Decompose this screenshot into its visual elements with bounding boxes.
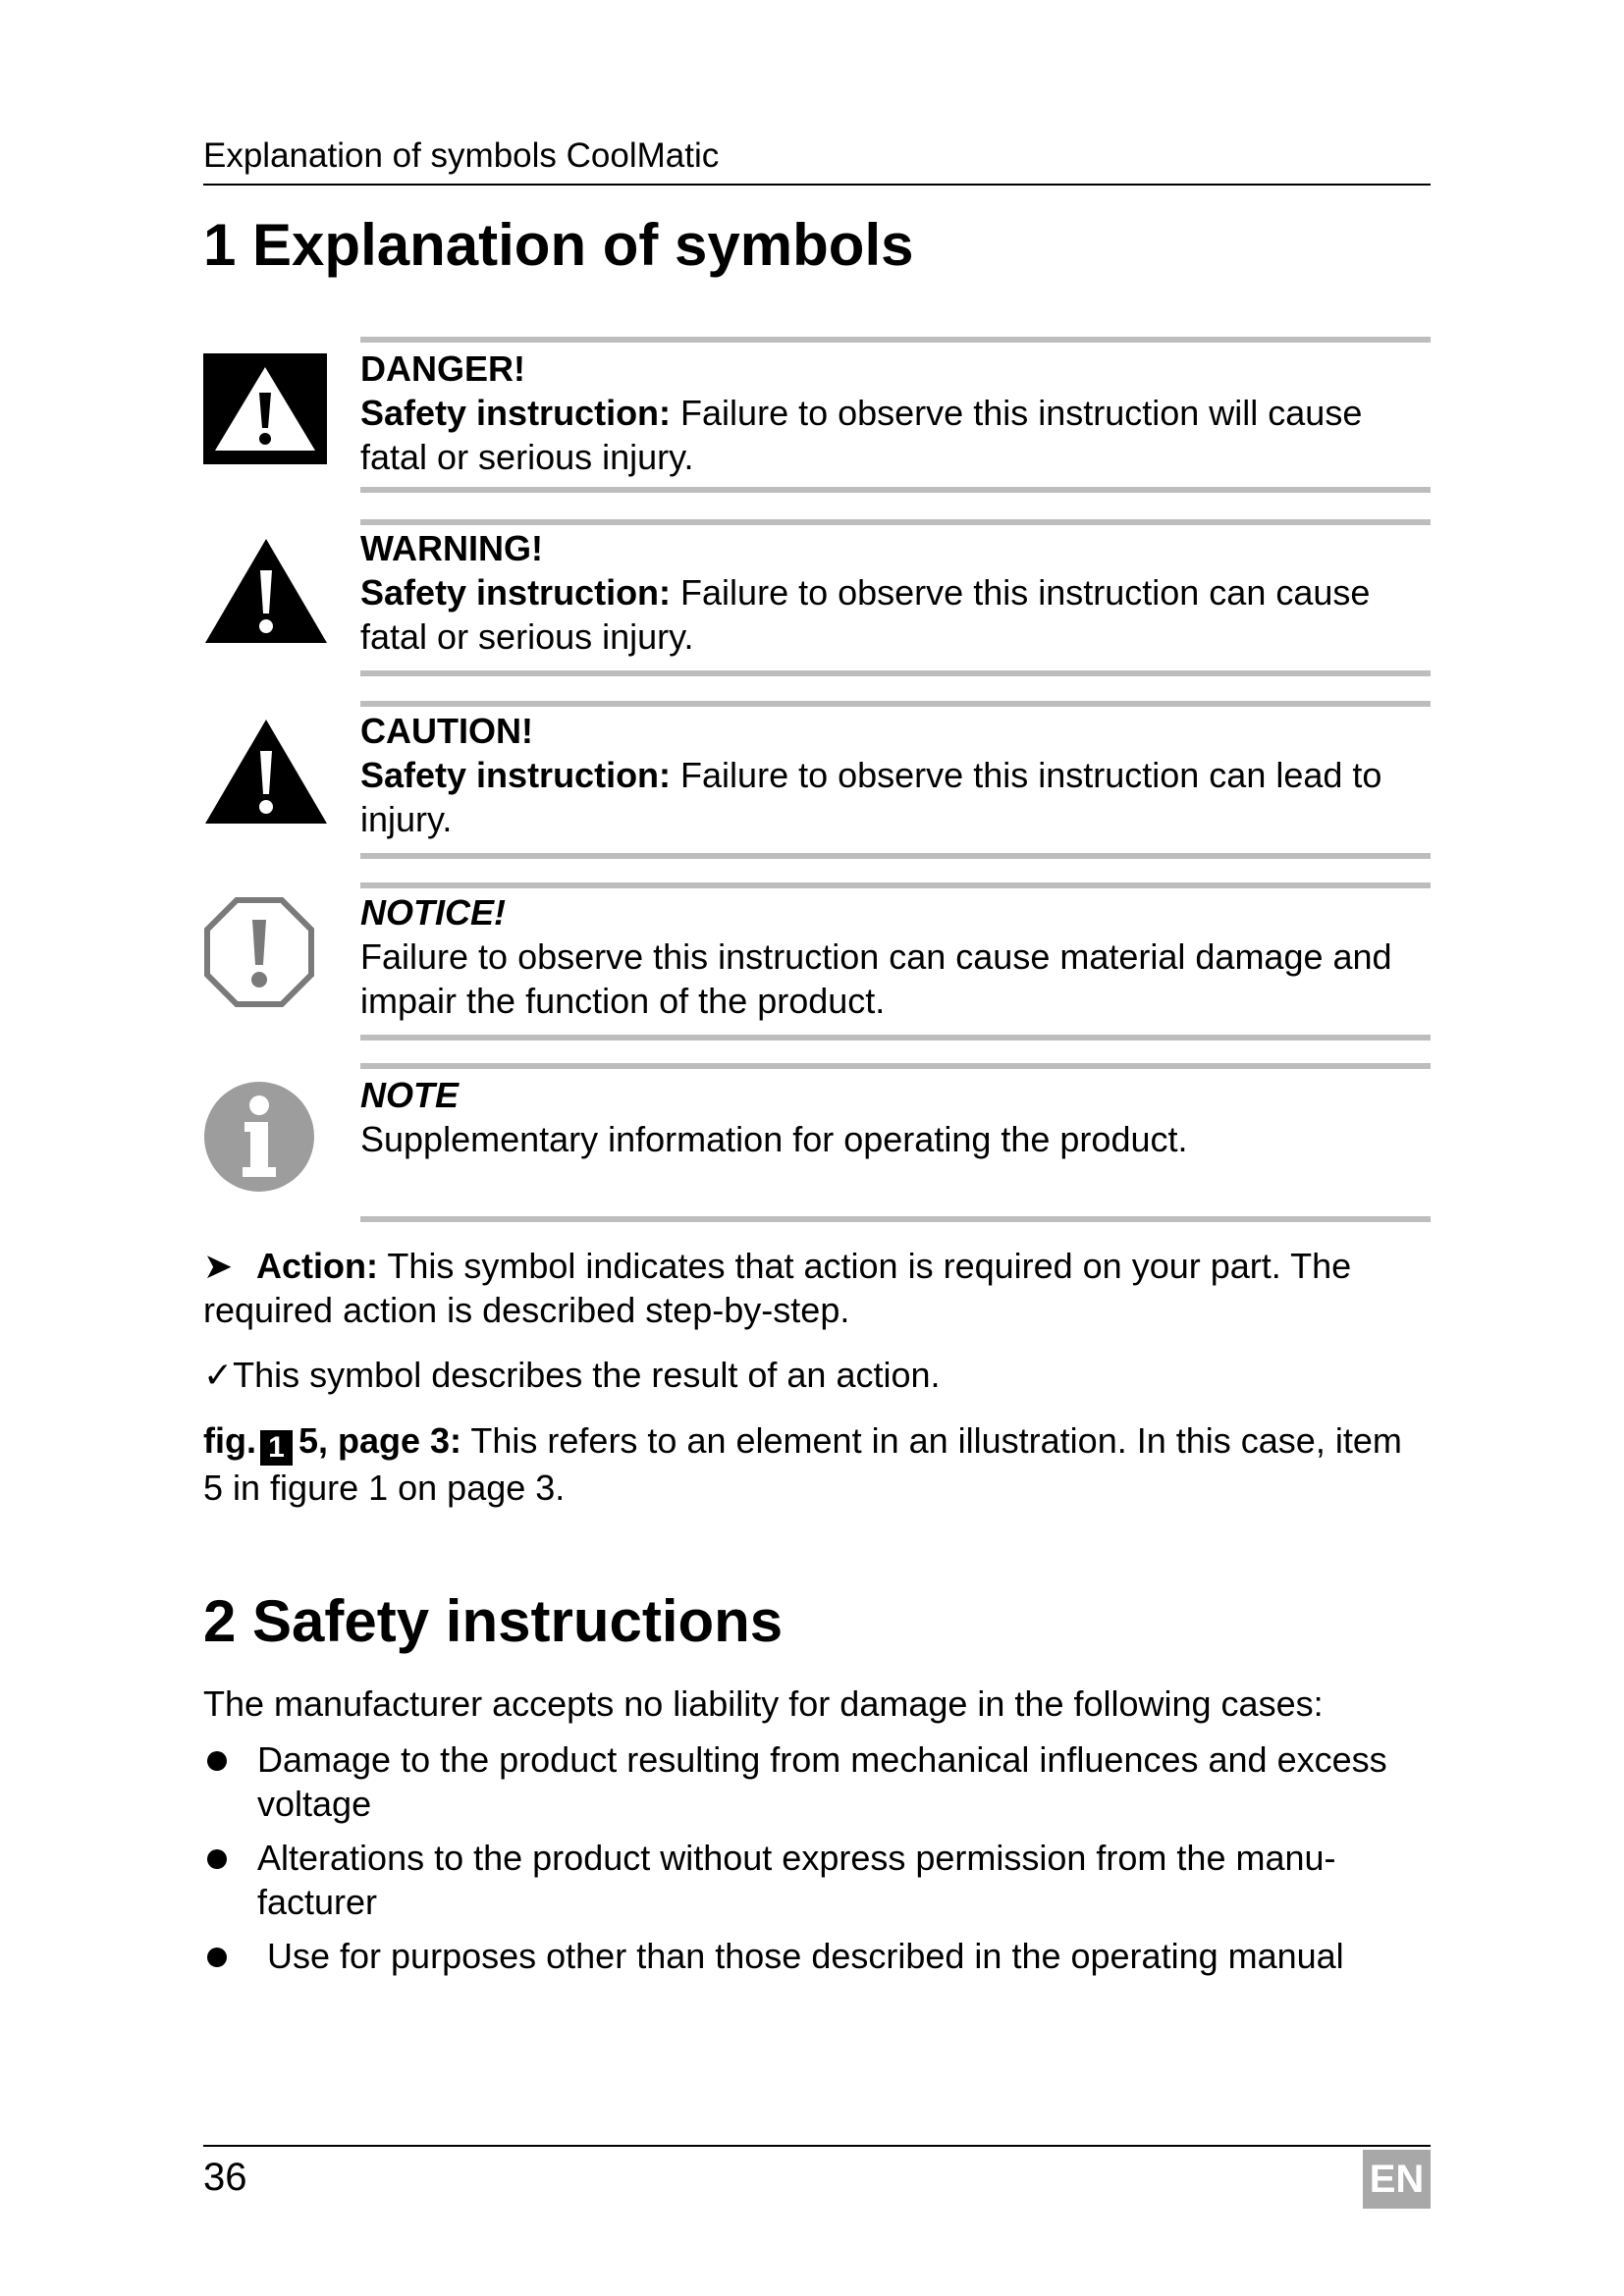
language-badge: EN	[1363, 2150, 1431, 2209]
bullet-dot	[207, 1849, 227, 1869]
note-box	[360, 1073, 1431, 1161]
list-item: Damage to the product resulting from mechanical influences and excess voltage	[257, 1739, 1387, 1824]
note-text: Supplementary information for operating the product.	[360, 1119, 1188, 1159]
warning-title: WARNING!	[360, 528, 543, 568]
danger-title: DANGER!	[360, 348, 525, 389]
bullet-dot	[207, 1948, 227, 1967]
warning-box	[360, 526, 1431, 659]
warning-rule-top	[360, 519, 1431, 525]
page-number: 36	[203, 2156, 247, 2199]
warning-icon	[203, 535, 329, 652]
notice-octagon-icon	[203, 896, 315, 1013]
result-paragraph: ✓This symbol describes the result of an action.	[203, 1355, 941, 1395]
footer-rule	[203, 2145, 1431, 2147]
list-item: Use for purposes other than those described in the operating manual	[267, 1936, 1344, 1976]
caution-box	[360, 709, 1431, 841]
danger-box	[360, 347, 1431, 479]
note-rule-bottom	[360, 1216, 1431, 1222]
caution-rule-top	[360, 701, 1431, 707]
warning-text: Safety instruction: Failure to observe this instruction can cause fatal or serious injury.	[360, 572, 1371, 657]
action-arrow-icon: ➤	[203, 1246, 234, 1286]
caution-title: CAUTION!	[360, 711, 533, 751]
notice-rule-bottom	[360, 1035, 1431, 1041]
warning-rule-bottom	[360, 670, 1431, 676]
section-1-title: 1 Explanation of symbols	[203, 212, 914, 278]
danger-rule-top	[360, 337, 1431, 343]
danger-text: Safety instruction: Failure to observe this instruction will cause fatal or serious injury.	[360, 393, 1363, 477]
checkmark-icon: ✓	[203, 1355, 234, 1395]
list-item: Alterations to the product without express permission from the manu-facturer	[257, 1838, 1336, 1922]
caution-text: Safety instruction: Failure to observe this instruction can lead to injury.	[360, 755, 1382, 839]
note-rule-top	[360, 1063, 1431, 1069]
info-icon	[203, 1081, 315, 1198]
notice-text: Failure to observe this instruction can cause material damage and impair the function of the product.	[360, 936, 1392, 1021]
danger-rule-bottom	[360, 487, 1431, 493]
note-title: NOTE	[360, 1075, 460, 1115]
figure-number-badge: 1	[260, 1430, 293, 1466]
running-header: Explanation of symbols CoolMatic	[203, 136, 720, 175]
bullet-dot	[207, 1751, 227, 1771]
caution-rule-bottom	[360, 853, 1431, 859]
header-rule	[203, 184, 1431, 186]
notice-box	[360, 890, 1431, 1023]
figure-reference-paragraph: fig. 1 5, page 3: This refers to an element in an illustration. In this case, item 5 in figure 1 on page 3.	[203, 1420, 1402, 1508]
action-paragraph: ➤ Action: This symbol indicates that action is required on your part. The required action is described step-by-step.	[203, 1246, 1352, 1330]
liability-intro: The manufacturer accepts no liability for damage in the following cases:	[203, 1683, 1324, 1724]
notice-rule-top	[360, 882, 1431, 888]
section-2-title: 2 Safety instructions	[203, 1588, 784, 1654]
danger-icon	[203, 353, 327, 469]
notice-title: NOTICE!	[360, 892, 506, 933]
caution-icon	[203, 716, 329, 832]
